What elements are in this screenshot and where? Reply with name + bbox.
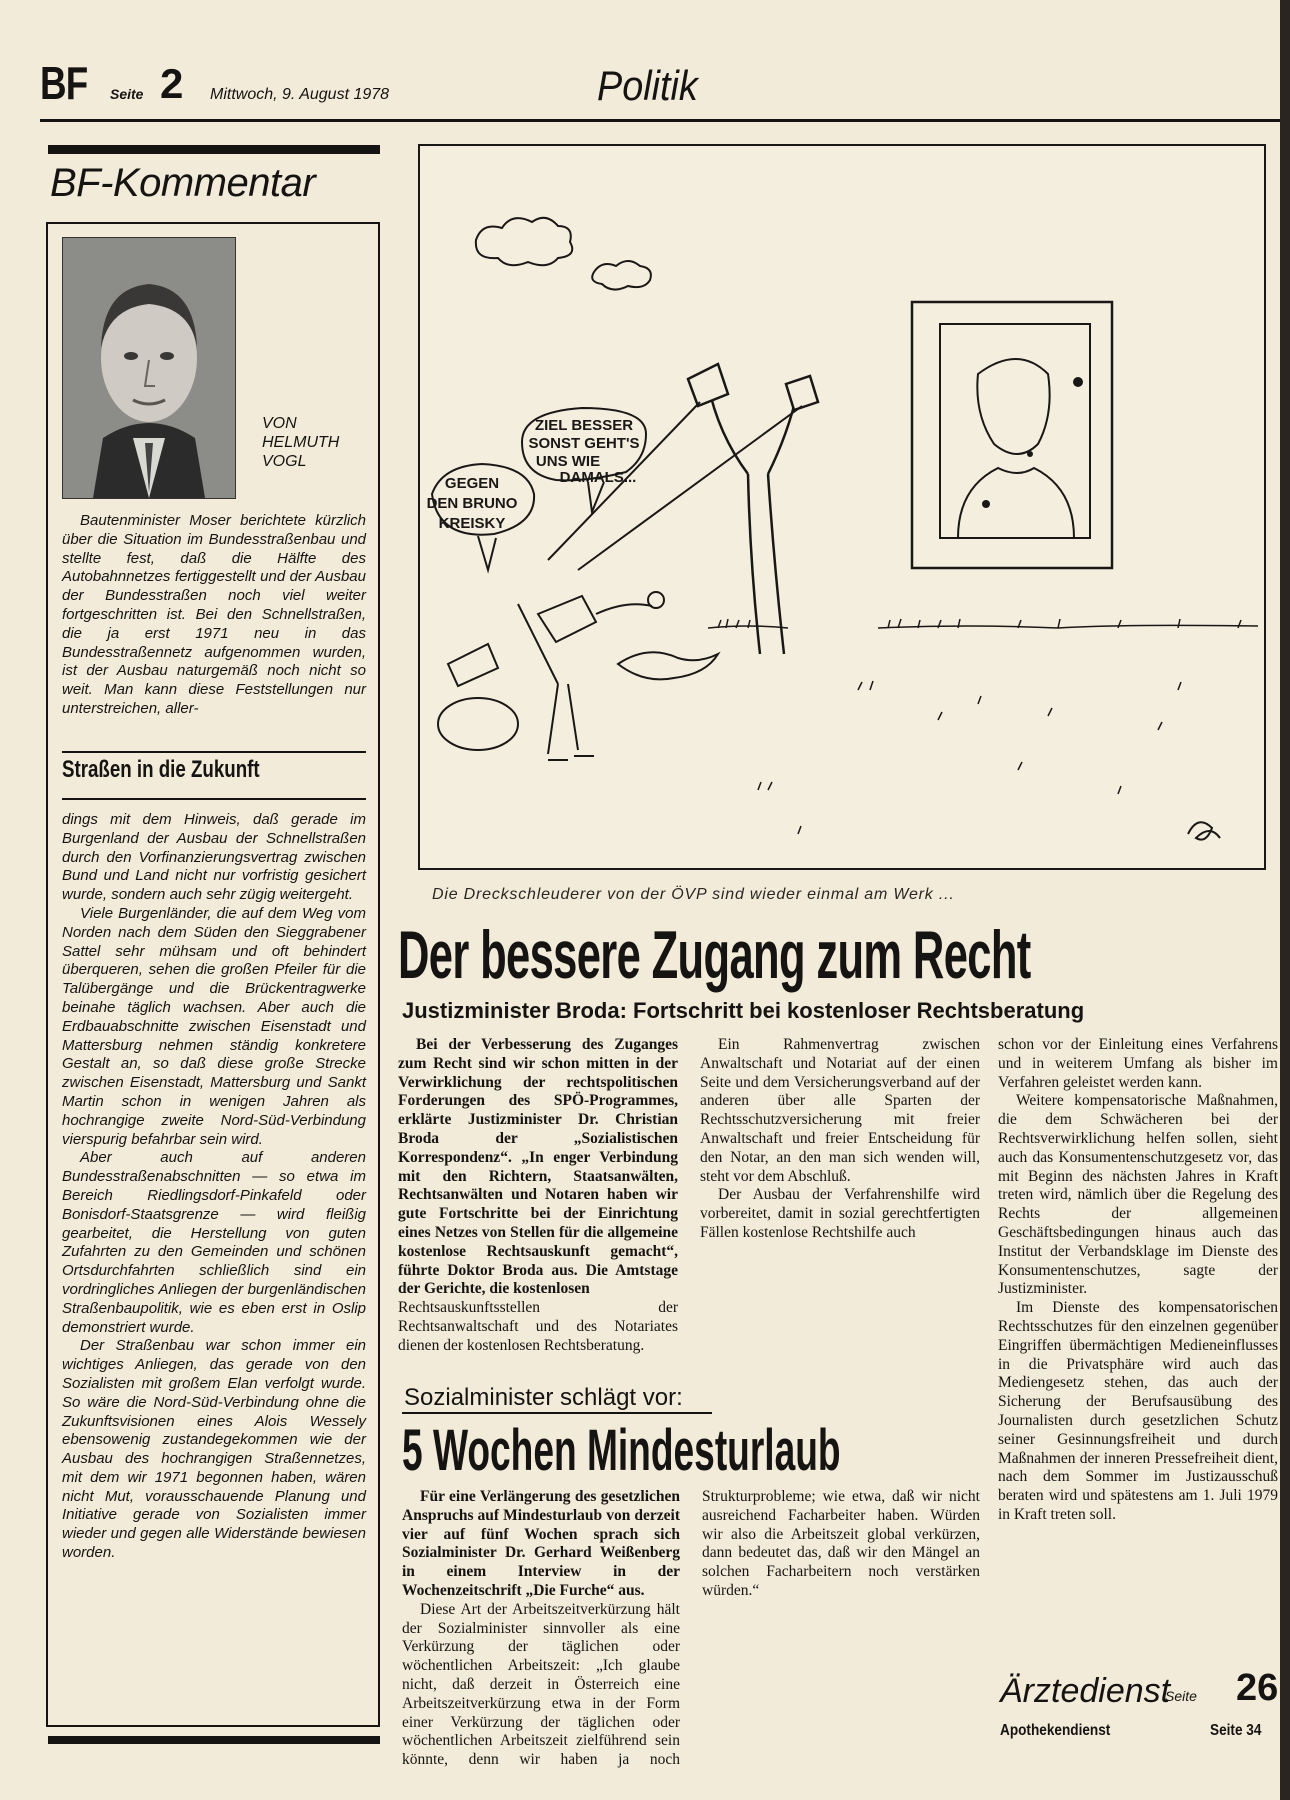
page-label: Seite xyxy=(110,86,144,102)
subhead-rule-top xyxy=(62,751,366,753)
section-title: Politik xyxy=(597,62,698,109)
article1-lead: Bei der Verbesserung des Zuganges zum Recht sind wir schon mitten in der Verwirklichung der rechtspolitischen Forderungen des SPÖ-Programmes, erklärte Justizminister Dr. Christian Broda der „Sozialistischen Korrespondenz“. „In enger Verbindung mit den Richtern, Staatsanwälten, Rechtsanwälten und Notaren haben wir gute Fortschritte bei der Einrichtung eines Netzes von Stellen für die allgemeine kostenlose Rechtsauskunft gemacht“, führte Doktor Broda aus. Die Amtstage der Gerichte, die kostenlosen xyxy=(398,1036,678,1298)
kommentar-text-bottom xyxy=(62,811,366,1563)
kommentar-text-top xyxy=(62,512,366,719)
apothekendienst-label: Apothekendienst xyxy=(1000,1722,1111,1739)
political-cartoon xyxy=(418,144,1280,880)
subhead-rule-bottom xyxy=(62,798,366,800)
article2-columns xyxy=(402,1488,980,1772)
author-photo xyxy=(62,237,236,499)
cartoon-caption: Die Dreckschleuderer von der ÖVP sind wieder einmal am Werk ... xyxy=(432,886,955,903)
article2-paragraph: Diese Art der Arbeitszeitverkürzung hält der Sozialminister sinnvoller als eine Verkürzung der täglichen oder wöchentlichen Arbeitszeit: „Ich glaube nicht, daß derzeit in Österreich eine Arbeitszeitverkürzung etwa in der Form einer Verkürzung der täglichen oder wöchentlichen Arbeitszeit zielführend sein könnte, denn wir haben ja noch Strukturprobleme; wie etwa, daß wir nicht ausreichend Facharbeiter haben. Würden wir also die Arbeitszeit global verkürzen, dann bedeutet das, daß wir den Mängel an solchen Facharbeitern noch verstärken würden.“ xyxy=(402,1488,980,1769)
kommentar-bottom-bar xyxy=(48,1736,380,1744)
masthead-logo: BF xyxy=(40,57,88,109)
kommentar-top-bar xyxy=(48,145,380,154)
aerztedienst-page: 26 xyxy=(1236,1667,1279,1709)
kommentar-subhead: Straßen in die Zukunft xyxy=(62,756,260,783)
kommentar-title: BF-Kommentar xyxy=(50,161,316,205)
article1-body xyxy=(398,1036,980,1364)
article1-subheadline: Justizminister Broda: Fortschritt bei kostenloser Rechtsberatung xyxy=(402,998,1085,1023)
article2-headline: 5 Wochen Mindesturlaub xyxy=(402,1418,841,1483)
scan-edge xyxy=(1280,0,1290,1800)
article1-paragraph: Rechtsauskunftsstellen der Rechtsanwaltschaft und des Notariates dienen der kostenlosen Rechtsberatung. xyxy=(398,1299,678,1354)
aerztedienst-seite: Seite xyxy=(1165,1688,1197,1704)
speech-right-line2: SONST GEHT'S xyxy=(528,435,640,452)
byline xyxy=(262,414,339,471)
kommentar-paragraph: dings mit dem Hinweis, daß gerade im Burgenland der Ausbau der Schnellstraßen durch den Vorfinanzierungsvertrag zwischen Bund und Land nicht nur vorfristig gesichert wurde, sondern auch sehr zügig weitergeht. xyxy=(62,811,366,904)
speech-left-line2: DEN BRUNO xyxy=(426,495,518,512)
byline-lastname: VOGL xyxy=(262,453,307,470)
article2-body xyxy=(402,1488,980,1772)
speech-right-line4: DAMALS... xyxy=(559,469,637,486)
kommentar-paragraph: Aber auch auf anderen Bundesstraßenabschnitten — so etwa im Bereich Riedlingsdorf-Pinkafeld oder Bonisdorf-Staatsgrenze — wird fleißig gearbeitet, die Herstellung von guten Zufahrten zu den Gemeinden und schönen Ortsdurchfahrten schließlich sind ein vordringliches Anliegen der burgenländischen Straßenbaupolitik, wie es eben erst in Oslip demonstriert wurde. xyxy=(62,1149,366,1336)
speech-left-line3: KREISKY xyxy=(438,515,506,532)
speech-right-line1: ZIEL BESSER xyxy=(534,417,634,434)
apothekendienst-page: Seite 34 xyxy=(1210,1722,1262,1739)
kommentar-paragraph: Viele Burgenländer, die auf dem Weg vom Norden nach dem Süden den Sieggrabener Sattel sehr mühsam und oft behindert überqueren, sehen die großen Pfeiler für die Talübergänge und die Brückentragwerke beinahe täglich wachsen. Aber auch die Erdbauabschnitte zwischen Eisenstadt und Mattersburg nehmen ständig konkretere Gestalt an, so daß diese große Strecke zwischen Eisenstadt, Mattersburg und Sankt Martin schon in wenigen Jahren als hochrangige zweite Nord-Süd-Verbindung vierspurig befahrbar sein wird. xyxy=(62,904,366,1148)
aerztedienst-label: Ärztedienst xyxy=(1000,1672,1171,1710)
article1-paragraph: Weitere kompensatorische Maßnahmen, die dem Schwächeren bei der Rechtsverwirklichung helfen sollen, sieht auch das Konsumentenschutzgesetz vor, das mit Beginn des nächsten Jahres in Kraft treten wird, nämlich über die Regelung des Rechts der allgemeinen Geschäftsbedingungen hinaus auch das Institut der Verbandsklage im Dienste des Konsumentenschutzes, sagte der Justizminister. xyxy=(998,1092,1278,1298)
speech-right-line3: UNS WIE xyxy=(535,453,601,470)
article1-paragraph: Im Dienste des kompensatorischen Rechtsschutzes für den einzelnen gegenüber Eingriffen übermächtigen Medieneinflusses in die Privatsphäre wird auch das Mediengesetz stehen, das auch der Sicherung der Berufsausübung des Journalisten durch gesetzlichen Schutz seiner Gesinnungsfreiheit und durch Maßnahmen der inneren Pressefreiheit dient, nach dem Sommer im Justizausschuß beraten wird und spätestens am 1. Juli 1979 in Kraft treten soll. xyxy=(998,1299,1278,1523)
article1-columns xyxy=(398,1036,980,1364)
kommentar-paragraph: Der Straßenbau war schon immer ein wichtiges Anliegen, das gerade von den Sozialisten mit großem Elan verfolgt wurde. So wäre die Nord-Süd-Verbindung ohne die Zukunftsvisionen eines Alois Wessely ebensowenig zustandegekommen wie der Ausbau des hochrangigen Straßennetzes, mit dem wir 1971 begonnen haben, wären nicht Mut, vorausschauende Planung und Initiative gerade von Sozialisten immer wieder und gegen alle Widerstände bewiesen worden. xyxy=(62,1337,366,1562)
header-rule xyxy=(40,119,1280,122)
kommentar-paragraph: Bautenminister Moser berichtete kürzlich über die Situation im Bundesstraßenbau und stellte fest, daß die Hälfte des Autobahnnetzes fertiggestellt und der Ausbau der Bundesstraßen noch viel weiter fortgeschritten ist. Bei den Schnellstraßen, die ja erst 1971 neu in das Bundesstraßennetz aufgenommen wurden, ist der Ausbau naturgemäß noch nicht so weit. Man kann diese Feststellungen nur unterstreichen, aller- xyxy=(62,512,366,717)
byline-firstname: HELMUTH xyxy=(262,434,340,451)
article2-lead: Für eine Verlängerung des gesetzlichen Anspruchs auf Mindesturlaub von derzeit vier auf fünf Wochen sprach sich Sozialminister Dr. Gerhard Weißenberg in einem Interview in der Wochenzeitschrift „Die Furche“ aus. xyxy=(402,1488,680,1599)
article1-paragraph: Ein Rahmenvertrag zwischen Anwaltschaft und Notariat auf der einen Seite und dem Versicherungsverband auf der anderen über alle Sparten der Rechtsschutzversicherung mit freier Anwaltschaft und freier Entscheidung für den Notar, an den man sich wenden will, steht vor dem Abschluß. xyxy=(700,1036,980,1185)
article1-paragraph: schon vor der Einleitung eines Verfahrens und in weiterem Umfang als bisher im Verfahren geleistet werden kann. xyxy=(998,1036,1278,1091)
speech-left-line1: GEGEN xyxy=(444,475,500,492)
article2-kicker: Sozialminister schlägt vor: xyxy=(404,1384,683,1411)
article2-kicker-rule xyxy=(402,1412,712,1414)
issue-date: Mittwoch, 9. August 1978 xyxy=(210,86,390,103)
article1-paragraph: Der Ausbau der Verfahrenshilfe wird vorbereitet, damit in sozial gerechtfertigten Fällen kostenlose Rechtshilfe auch xyxy=(700,1186,980,1241)
article1-right-column xyxy=(998,1036,1278,1525)
article1-headline: Der bessere Zugang zum Recht xyxy=(398,917,1031,993)
page-number: 2 xyxy=(160,60,184,107)
byline-von: VON xyxy=(262,415,297,432)
